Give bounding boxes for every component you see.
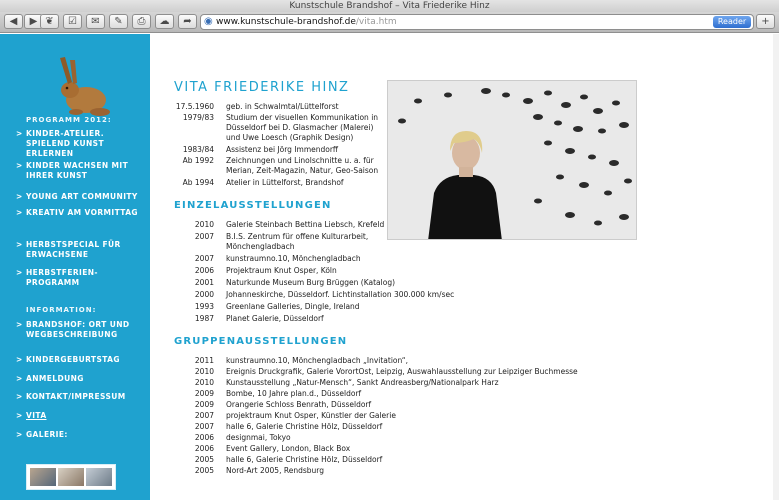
exhibition-row: 2010 Galerie Steinbach Bettina Liebsch, Krefeld <box>194 220 385 229</box>
sidebar-item-herbstferien[interactable]: > HERBSTFERIEN-PROGRAMM <box>16 268 98 287</box>
exhibition-row: 2006 designmai, Tokyo <box>194 433 291 442</box>
exhibition-row: 2006 Projektraum Knut Osper, Köln <box>194 266 337 275</box>
cloud-icon[interactable]: ☁ <box>155 14 174 29</box>
globe-icon: ◉ <box>204 16 213 27</box>
exhibition-row: 2005 Nord-Art 2005, Rendsburg <box>194 466 324 475</box>
sidebar-item-kinder-wachsen[interactable]: > KINDER WACHSEN MIT IHRER KUNST <box>16 161 129 180</box>
back-icon[interactable]: ◀ <box>4 14 23 29</box>
sidebar-item-young-art[interactable]: > YOUNG ART COMMUNITY <box>16 192 138 201</box>
exhibition-row: 1987 Planet Galerie, Düsseldorf <box>194 314 324 323</box>
mail-icon[interactable]: ✉ <box>86 14 105 29</box>
exhibition-row: 1993 Greenlane Galleries, Dingle, Ireland <box>194 302 360 311</box>
tools-icon[interactable]: ✎ <box>109 14 128 29</box>
sidebar <box>0 34 150 500</box>
exhibition-row: 2007 projektraum Knut Osper, Künstler der Galerie <box>194 411 396 420</box>
vita-row: 1979/83 Studium der visuellen Kommunikation in Düsseldorf bei D. Glasmacher (Malerei) und Uwe Loesch (Graphik Design) <box>182 113 379 142</box>
hare-logo <box>48 54 118 124</box>
sidebar-item-herbstspecial[interactable]: > HERBSTSPECIAL FÜR ERWACHSENE <box>16 240 121 259</box>
exhibition-row: 2007 halle 6, Galerie Christine Hölz, Düsseldorf <box>194 422 383 431</box>
sidebar-item-vita[interactable]: > VITA <box>16 411 47 420</box>
sidebar-item-kinder-atelier[interactable]: > KINDER-ATELIER. SPIELEND KUNST ERLERNEN <box>16 129 105 158</box>
exhibition-row: 2006 Event Gallery, London, Black Box <box>194 444 351 453</box>
vita-list <box>174 102 379 188</box>
sidebar-heading-information: INFORMATION: <box>26 306 97 314</box>
gallery-thumbnails[interactable] <box>26 464 116 490</box>
vita-row: 17.5.1960 geb. in Schwalmtal/Lüttelforst <box>175 102 339 111</box>
vita-row: Ab 1992 Zeichnungen und Linolschnitte u. a. für Merian, Zeit-Magazin, Natur, Geo-Saison <box>182 156 379 175</box>
url-path: /vita.htm <box>355 17 397 27</box>
share-icon[interactable]: ➦ <box>178 14 197 29</box>
section-heading-einzel: EINZELAUSSTELLUNGEN <box>174 200 332 211</box>
exhibition-row: 2000 Johanneskirche, Düsseldorf. Lichtinstallation 300.000 km/sec <box>194 290 455 299</box>
forward-icon[interactable]: ▶ <box>24 14 43 29</box>
new-tab-icon[interactable]: + <box>756 14 775 29</box>
sidebar-item-brandshof[interactable]: > BRANDSHOF: ORT UND WEGBESCHREIBUNG <box>16 320 130 339</box>
sidebar-heading-programm: PROGRAMM 2012: <box>26 116 112 124</box>
gruppen-list <box>174 356 644 477</box>
exhibition-row: 2009 Orangerie Schloss Benrath, Düsseldorf <box>194 400 372 409</box>
browser-toolbar <box>0 12 779 33</box>
address-bar[interactable] <box>200 14 754 30</box>
reader-button[interactable]: Reader <box>713 16 751 28</box>
sidebar-item-kreativ[interactable]: > KREATIV AM VORMITTAG <box>16 208 138 217</box>
exhibition-row: 2011 kunstraumno.10, Mönchengladbach „Invitation“, <box>194 356 408 365</box>
window-title: Kunstschule Brandshof – Vita Friederike Hinz <box>0 0 779 12</box>
sidebar-item-kindergeburtstag[interactable]: > KINDERGEBURTSTAG <box>16 355 120 364</box>
exhibition-row: 2007 B.I.S. Zentrum für offene Kulturarbeit, Mönchengladbach <box>194 232 369 251</box>
sidebar-item-galerie[interactable]: > GALERIE: <box>16 430 68 439</box>
sidebar-item-anmeldung[interactable]: > ANMELDUNG <box>16 374 84 383</box>
checklist-icon[interactable]: ☑ <box>63 14 82 29</box>
exhibition-row: 2007 kunstraumno.10, Mönchengladbach <box>194 254 361 263</box>
section-heading-gruppen: GRUPPENAUSSTELLUNGEN <box>174 336 348 347</box>
exhibition-row: 2005 halle 6, Galerie Christine Hölz, Düsseldorf <box>194 455 383 464</box>
artist-portrait-photo <box>387 80 637 240</box>
printer-icon[interactable]: ⎙ <box>132 14 151 29</box>
exhibition-row: 2010 Kunstausstellung „Natur-Mensch“, Sankt Andreasberg/Nationalpark Harz <box>194 378 499 387</box>
exhibition-row: 2010 Ereignis Druckgrafik, Galerie VorortOst, Leipzig, Auswahlausstellung zur Leipziger Buchmesse <box>194 367 578 376</box>
vita-row: Ab 1994 Atelier in Lüttelforst, Brandshof <box>182 178 344 187</box>
exhibition-row: 2001 Naturkunde Museum Burg Brüggen (Katalog) <box>194 278 396 287</box>
vita-row: 1983/84 Assistenz bei Jörg Immendorff <box>182 145 339 154</box>
page-title: VITA FRIEDERIKE HINZ <box>174 80 350 95</box>
url-host: www.kunstschule-brandshof.de <box>216 17 356 27</box>
sidebar-item-kontakt[interactable]: > KONTAKT/IMPRESSUM <box>16 392 126 401</box>
main-content <box>150 34 779 500</box>
exhibition-row: 2009 Bombe, 10 Jahre plan.d., Düsseldorf <box>194 389 362 398</box>
scrollbar[interactable] <box>773 34 779 500</box>
bookmark-leaf-icon[interactable]: ❦ <box>40 14 59 29</box>
